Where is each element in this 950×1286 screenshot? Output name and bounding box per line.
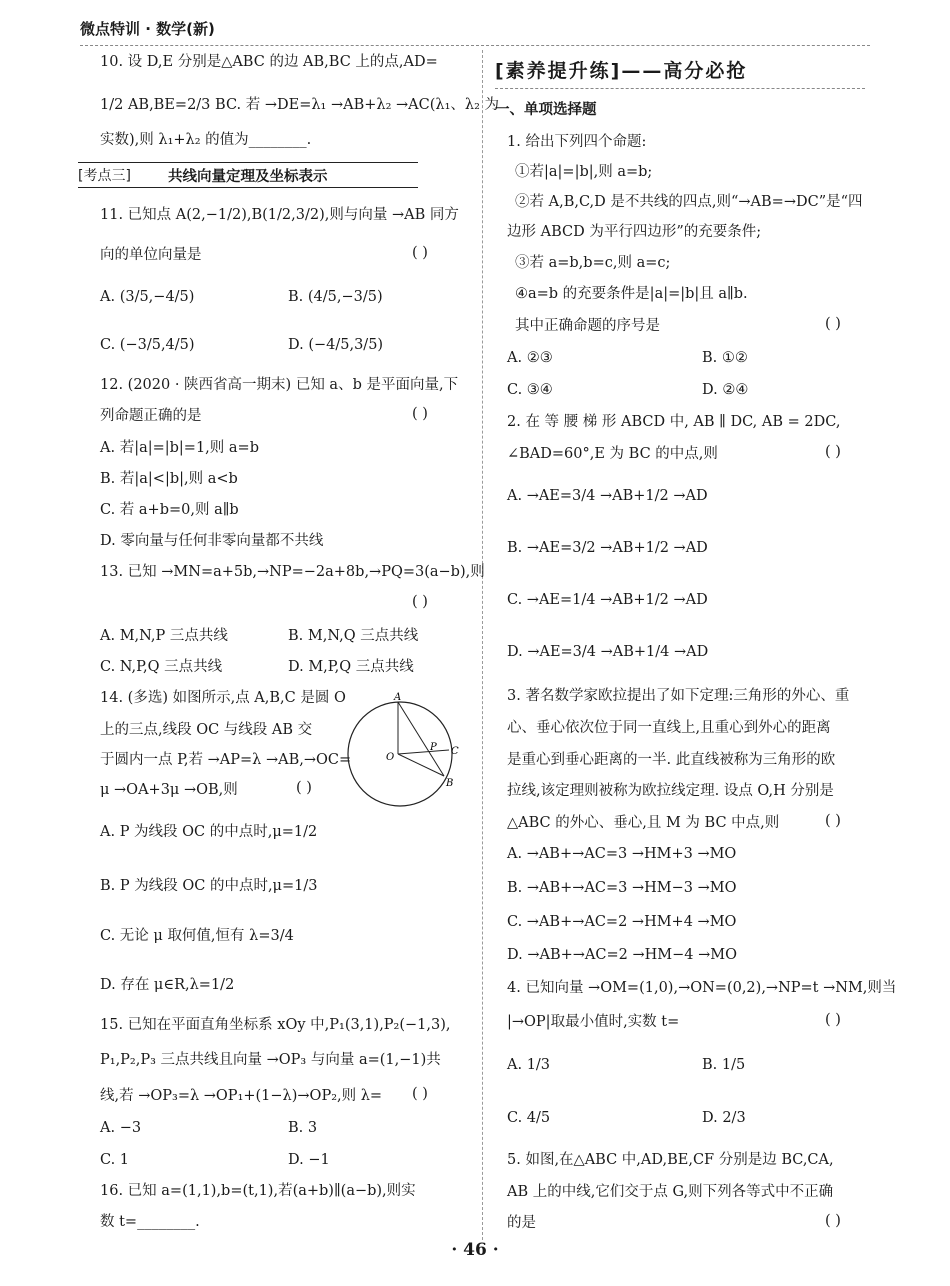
q10-line1: 10. 设 D,E 分别是△ABC 的边 AB,BC 上的点,AD= bbox=[100, 54, 438, 70]
page-number: · 46 · bbox=[451, 1240, 499, 1260]
r-q5-answer-paren: ( ) bbox=[825, 1213, 841, 1229]
q12-line2: 列命题正确的是 bbox=[100, 408, 202, 424]
r-q3-answer-paren: ( ) bbox=[825, 813, 841, 829]
q11-option-c: C. (−3/5,4/5) bbox=[100, 337, 195, 353]
q15-line1: 15. 已知在平面直角坐标系 xOy 中,P₁(3,1),P₂(−1,3), bbox=[100, 1017, 451, 1033]
q12-answer-paren: ( ) bbox=[412, 406, 428, 422]
r-q2-option-d: D. →AE=3/4 →AB+1/4 →AD bbox=[507, 644, 709, 660]
q12-option-b: B. 若|a|<|b|,则 a<b bbox=[100, 471, 238, 487]
q13-option-b: B. M,N,Q 三点共线 bbox=[288, 628, 419, 644]
r-q5-line1: 5. 如图,在△ABC 中,AD,BE,CF 分别是边 BC,CA, bbox=[507, 1152, 834, 1168]
section-single-choice: 一、单项选择题 bbox=[495, 102, 597, 118]
r-q1-item3: ③若 a=b,b=c,则 a=c; bbox=[515, 255, 671, 271]
q14-option-d: D. 存在 μ∈R,λ=1/2 bbox=[100, 977, 235, 993]
r-q3-line5: △ABC 的外心、垂心,且 M 为 BC 中点,则 bbox=[507, 815, 780, 831]
q13-option-d: D. M,P,Q 三点共线 bbox=[288, 659, 414, 675]
q15-answer-paren: ( ) bbox=[412, 1086, 428, 1102]
label-o: O bbox=[386, 752, 395, 763]
r-q4-line2: |→OP|取最小值时,实数 t= bbox=[507, 1014, 680, 1030]
r-q2-option-b: B. →AE=3/2 →AB+1/2 →AD bbox=[507, 540, 708, 556]
section-banner bbox=[78, 162, 418, 188]
r-q1-option-b: B. ①② bbox=[702, 350, 748, 366]
r-q3-line3: 是重心到垂心距离的一半. 此直线被称为三角形的欧 bbox=[507, 752, 836, 768]
q14-option-b: B. P 为线段 OC 的中点时,μ=1/3 bbox=[100, 878, 318, 894]
r-q3-option-a: A. →AB+→AC=3 →HM+3 →MO bbox=[507, 846, 737, 862]
q11-option-a: A. (3/5,−4/5) bbox=[100, 289, 195, 305]
q10-line2: 1/2 AB,BE=2/3 BC. 若 →DE=λ₁ →AB+λ₂ →AC(λ₁、λ₂ 为 bbox=[100, 97, 499, 113]
q11-option-d: D. (−4/5,3/5) bbox=[288, 337, 384, 353]
r-q1-item4: ④a=b 的充要条件是|a|=|b|且 a∥b. bbox=[515, 286, 748, 302]
r-q3-option-b: B. →AB+→AC=3 →HM−3 →MO bbox=[507, 880, 737, 896]
q15-option-b: B. 3 bbox=[288, 1120, 318, 1136]
q14-option-c: C. 无论 μ 取何值,恒有 λ=3/4 bbox=[100, 928, 294, 944]
r-q2-option-a: A. →AE=3/4 →AB+1/2 →AD bbox=[507, 488, 708, 504]
r-q2-line2: ∠BAD=60°,E 为 BC 的中点,则 bbox=[507, 446, 718, 462]
q14-line3: 于圆内一点 P,若 →AP=λ →AB,→OC= bbox=[100, 752, 352, 768]
q14-line2: 上的三点,线段 OC 与线段 AB 交 bbox=[100, 722, 313, 738]
r-q4-answer-paren: ( ) bbox=[825, 1012, 841, 1028]
r-q1-option-d: D. ②④ bbox=[702, 382, 749, 398]
q12-option-a: A. 若|a|=|b|=1,则 a=b bbox=[100, 440, 259, 456]
r-q1-line1: 1. 给出下列四个命题: bbox=[507, 134, 647, 150]
r-q4-option-c: C. 4/5 bbox=[507, 1110, 551, 1126]
r-q1-item2: ②若 A,B,C,D 是不共线的四点,则“→AB=→DC”是“四 bbox=[515, 194, 863, 210]
q15-option-a: A. −3 bbox=[100, 1120, 142, 1136]
r-q1-item2b: 边形 ABCD 为平行四边形”的充要条件; bbox=[507, 224, 762, 240]
q12-option-d: D. 零向量与任何非零向量都不共线 bbox=[100, 533, 324, 549]
q16-line1: 16. 已知 a=(1,1),b=(t,1),若(a+b)∥(a−b),则实 bbox=[100, 1183, 416, 1199]
r-q4-line1: 4. 已知向量 →OM=(1,0),→ON=(0,2),→NP=t →NM,则当 bbox=[507, 980, 897, 996]
q13-line1: 13. 已知 →MN=a+5b,→NP=−2a+8b,→PQ=3(a−b),则 bbox=[100, 564, 485, 580]
r-q4-option-b: B. 1/5 bbox=[702, 1057, 746, 1073]
r-q2-option-c: C. →AE=1/4 →AB+1/2 →AD bbox=[507, 592, 708, 608]
q15-line3: 线,若 →OP₃=λ →OP₁+(1−λ)→OP₂,则 λ= bbox=[100, 1088, 383, 1104]
r-q3-line1: 3. 著名数学家欧拉提出了如下定理:三角形的外心、重 bbox=[507, 688, 850, 704]
r-q2-answer-paren: ( ) bbox=[825, 444, 841, 460]
r-q1-option-a: A. ②③ bbox=[507, 350, 553, 366]
label-p: P bbox=[430, 742, 437, 753]
q14-line4: μ →OA+3μ →OB,则 bbox=[100, 782, 238, 798]
q13-option-c: C. N,P,Q 三点共线 bbox=[100, 659, 223, 675]
segment-oc bbox=[398, 750, 449, 754]
q12-option-c: C. 若 a+b=0,则 a∥b bbox=[100, 502, 239, 518]
q14-answer-paren: ( ) bbox=[296, 780, 312, 796]
q14-line1: 14. (多选) 如图所示,点 A,B,C 是圆 O bbox=[100, 690, 346, 706]
r-q3-option-c: C. →AB+→AC=2 →HM+4 →MO bbox=[507, 914, 737, 930]
q13-option-a: A. M,N,P 三点共线 bbox=[100, 628, 228, 644]
r-q3-line4: 拉线,该定理则被称为欧拉线定理. 设点 O,H 分别是 bbox=[507, 783, 834, 799]
q11-answer-paren: ( ) bbox=[412, 245, 428, 261]
book-title: 微点特训 · 数学(新) bbox=[80, 20, 215, 38]
q11-line1: 11. 已知点 A(2,−1/2),B(1/2,3/2),则与向量 →AB 同方 bbox=[100, 207, 459, 223]
q13-answer-paren: ( ) bbox=[412, 594, 428, 610]
r-q1-item1: ①若|a|=|b|,则 a=b; bbox=[515, 164, 653, 180]
r-q1-option-c: C. ③④ bbox=[507, 382, 553, 398]
column-divider bbox=[482, 50, 483, 1240]
r-q1-answer-paren: ( ) bbox=[825, 316, 841, 332]
q16-line2: 数 t=________. bbox=[100, 1214, 200, 1230]
r-q4-option-a: A. 1/3 bbox=[507, 1057, 551, 1073]
q14-option-a: A. P 为线段 OC 的中点时,μ=1/2 bbox=[100, 824, 318, 840]
q11-line2: 向的单位向量是 bbox=[100, 247, 202, 263]
label-c: C bbox=[451, 746, 459, 757]
q15-option-d: D. −1 bbox=[288, 1152, 330, 1168]
r-q3-option-d: D. →AB+→AC=2 →HM−4 →MO bbox=[507, 947, 737, 963]
r-q2-line1: 2. 在 等 腰 梯 形 ABCD 中, AB ∥ DC, AB = 2DC, bbox=[507, 414, 841, 430]
q15-option-c: C. 1 bbox=[100, 1152, 130, 1168]
r-q4-option-d: D. 2/3 bbox=[702, 1110, 746, 1126]
section-title: 共线向量定理及坐标表示 bbox=[168, 169, 328, 185]
practice-title: [素养提升练]——高分必抢 bbox=[495, 60, 748, 82]
section-tag: [考点三] bbox=[78, 168, 131, 184]
q12-line1: 12. (2020 · 陕西省高一期末) 已知 a、b 是平面向量,下 bbox=[100, 377, 459, 393]
title-rule bbox=[495, 88, 865, 89]
label-a: A bbox=[394, 692, 402, 703]
q14-circle-figure bbox=[330, 690, 475, 808]
q15-line2: P₁,P₂,P₃ 三点共线且向量 →OP₃ 与向量 a=(1,−1)共 bbox=[100, 1052, 441, 1068]
q10-line3: 实数),则 λ₁+λ₂ 的值为________. bbox=[100, 132, 312, 148]
header-rule bbox=[80, 45, 870, 46]
r-q5-line3: 的是 bbox=[507, 1215, 536, 1231]
q11-option-b: B. (4/5,−3/5) bbox=[288, 289, 383, 305]
page-header bbox=[80, 14, 880, 48]
r-q5-line2: AB 上的中线,它们交于点 G,则下列各等式中不正确 bbox=[507, 1184, 834, 1200]
r-q3-line2: 心、垂心依次位于同一直线上,且重心到外心的距离 bbox=[507, 720, 831, 736]
r-q1-ask: 其中正确命题的序号是 bbox=[515, 318, 660, 334]
label-b: B bbox=[446, 778, 454, 789]
